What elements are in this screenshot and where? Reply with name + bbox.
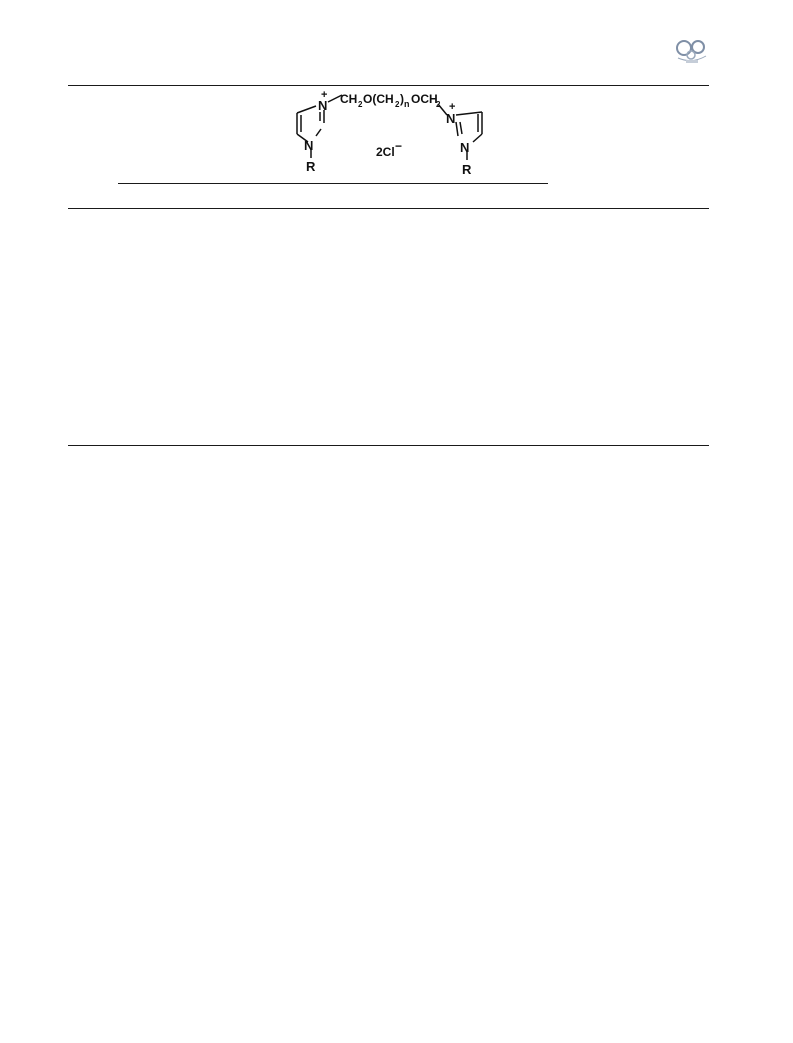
svg-text:OCH: OCH	[411, 92, 438, 106]
left-ring-n: N	[304, 138, 314, 153]
left-ring-charge: +	[321, 89, 328, 101]
svg-text:CH: CH	[340, 92, 358, 106]
svg-text:n: n	[404, 99, 410, 109]
bis-imidazolium-structure	[280, 88, 500, 180]
table-bottom-rule	[68, 445, 709, 446]
table-top-rule	[68, 85, 709, 86]
svg-text:2: 2	[395, 100, 400, 109]
right-ring-charge: +	[449, 101, 456, 113]
left-substituent: R	[306, 159, 316, 174]
right-ring-n: N	[460, 140, 470, 155]
right-ring-n-plus: N	[446, 111, 456, 126]
left-ring-n-plus: N	[318, 98, 328, 113]
svg-text:O(CH: O(CH	[363, 92, 394, 106]
right-substituent: R	[462, 162, 472, 177]
counterion-charge: −	[395, 139, 403, 153]
svg-text:2: 2	[436, 100, 441, 109]
table-header-rule	[68, 208, 709, 209]
svg-text:2: 2	[358, 100, 363, 109]
structure-underline-rule	[118, 183, 548, 184]
svg-text:): )	[400, 92, 404, 106]
counterion: 2Cl	[376, 145, 395, 159]
ether-linker	[340, 92, 441, 109]
journal-logo-icon	[672, 36, 712, 66]
